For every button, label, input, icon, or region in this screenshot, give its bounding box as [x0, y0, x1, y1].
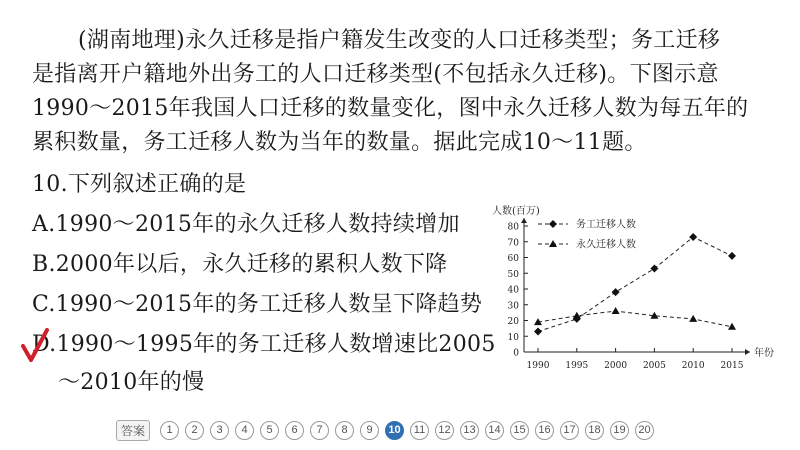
data-point-0-2000 — [612, 288, 620, 296]
passage-line-1: (湖南地理)永久迁移是指户籍发生改变的人口迁移类型；务工迁移 — [78, 28, 721, 53]
question-number-11[interactable]: 11 — [410, 421, 429, 440]
data-point-0-2015 — [728, 252, 736, 260]
x-axis-label: 年份 — [754, 348, 774, 359]
y-tick-label-60: 60 — [507, 254, 519, 264]
data-point-0-2010 — [689, 233, 697, 241]
question-number-18[interactable]: 18 — [585, 421, 604, 440]
question-number-17[interactable]: 17 — [560, 421, 579, 440]
passage-line-2: 是指离开户籍地外出务工的人口迁移类型(不包括永久迁移)。下图示意 — [32, 62, 719, 87]
data-point-0-1990 — [534, 328, 542, 336]
y-tick-label-20: 20 — [507, 317, 519, 327]
question-number-9[interactable]: 9 — [360, 421, 379, 440]
y-tick-label-30: 30 — [507, 301, 519, 312]
y-axis-label: 人数(百万) — [492, 206, 540, 217]
legend-label-1: 永久迁移人数 — [576, 239, 636, 251]
passage-line-3: 1990～2015年我国人口迁移的数量变化，图中永久迁移人数为每五年的 — [32, 96, 749, 121]
x-tick-label-1990: 1990 — [526, 361, 550, 371]
option-d[interactable]: D.1990～1995年的务工迁移人数增速比2005 — [32, 332, 496, 357]
y-tick-label-10: 10 — [507, 332, 519, 343]
migration-line-chart — [488, 196, 774, 382]
legend-marker-0 — [549, 220, 557, 228]
question-stem: 10.下列叙述正确的是 — [32, 172, 247, 197]
y-tick-label-0: 0 — [513, 348, 519, 359]
question-number-19[interactable]: 19 — [610, 421, 629, 440]
x-tick-label-1995: 1995 — [565, 361, 589, 371]
data-point-1-2015 — [728, 323, 736, 330]
data-point-1-2010 — [689, 315, 697, 322]
answer-navigation — [116, 418, 654, 442]
question-number-16[interactable]: 16 — [535, 421, 554, 440]
data-point-0-2005 — [650, 265, 658, 273]
question-number-12[interactable]: 12 — [435, 421, 454, 440]
y-tick-label-80: 80 — [507, 222, 519, 233]
question-number-5[interactable]: 5 — [260, 421, 279, 440]
question-number-2[interactable]: 2 — [185, 421, 204, 440]
y-tick-label-70: 70 — [507, 238, 519, 249]
option-b[interactable]: B.2000年以后，永久迁移的累积人数下降 — [32, 252, 448, 277]
question-number-14[interactable]: 14 — [485, 421, 504, 440]
question-number-3[interactable]: 3 — [210, 421, 229, 440]
answer-label[interactable]: 答案 — [116, 420, 150, 441]
x-axis-arrow — [745, 349, 750, 355]
question-number-8[interactable]: 8 — [335, 421, 354, 440]
question-number-10[interactable]: 10 — [385, 421, 404, 440]
option-d-continued: ～2010年的慢 — [58, 370, 205, 395]
correct-check-icon — [20, 326, 50, 366]
question-number-1[interactable]: 1 — [160, 421, 179, 440]
data-point-1-2000 — [612, 307, 620, 314]
question-number-list — [160, 421, 654, 440]
question-number-4[interactable]: 4 — [235, 421, 254, 440]
question-number-6[interactable]: 6 — [285, 421, 304, 440]
question-number-20[interactable]: 20 — [635, 421, 654, 440]
legend-label-0: 务工迁移人数 — [576, 219, 636, 231]
y-axis-arrow — [521, 218, 527, 223]
series-line-1 — [538, 311, 732, 327]
x-tick-label-2000: 2000 — [604, 361, 628, 371]
y-tick-label-40: 40 — [507, 285, 519, 296]
question-number-7[interactable]: 7 — [310, 421, 329, 440]
x-tick-label-2010: 2010 — [681, 361, 705, 371]
passage-line-4: 累积数量，务工迁移人数为当年的数量。据此完成10～11题。 — [32, 130, 647, 155]
option-a[interactable]: A.1990～2015年的永久迁移人数持续增加 — [32, 212, 460, 237]
question-number-13[interactable]: 13 — [460, 421, 479, 440]
x-tick-label-2015: 2015 — [720, 361, 744, 371]
question-number-15[interactable]: 15 — [510, 421, 529, 440]
y-tick-label-50: 50 — [507, 269, 519, 280]
option-c[interactable]: C.1990～2015年的务工迁移人数呈下降趋势 — [32, 292, 483, 317]
x-tick-label-2005: 2005 — [642, 361, 666, 371]
